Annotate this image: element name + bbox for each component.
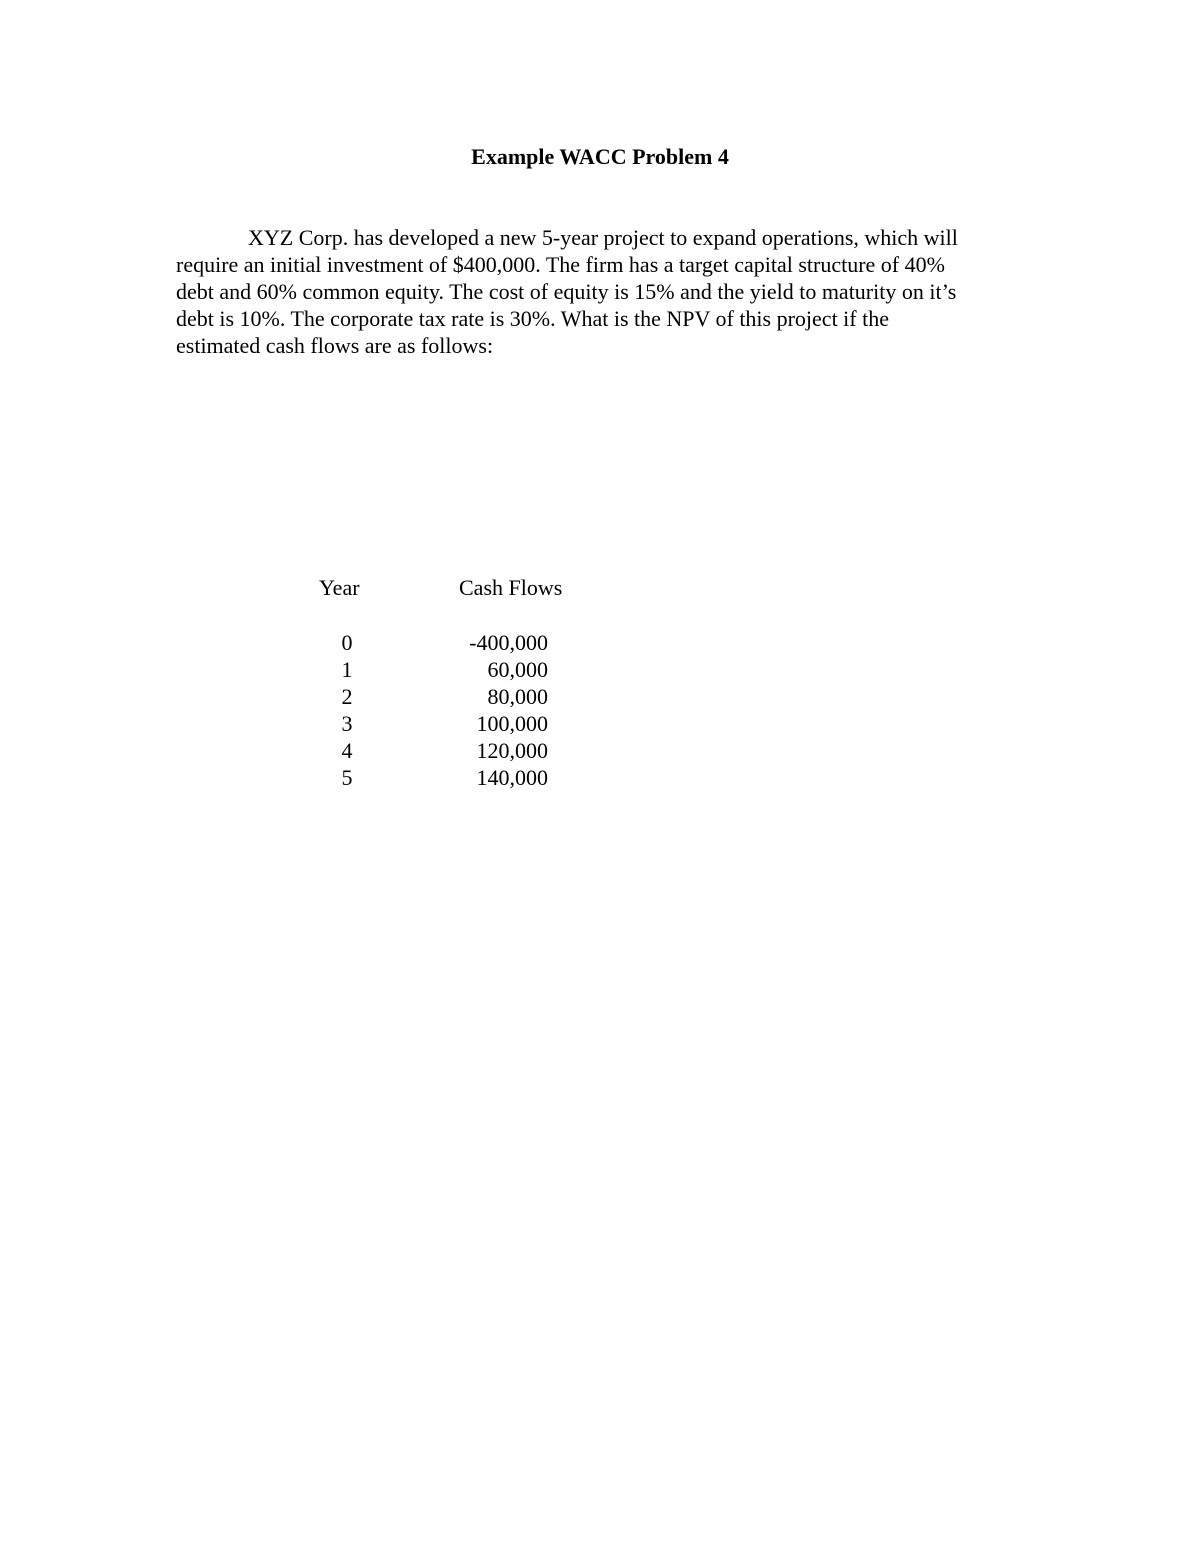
table-row — [300, 737, 620, 764]
cash-flow-cell: 120,000 — [476, 738, 548, 763]
table-row — [300, 683, 620, 710]
cash-flow-cell: 100,000 — [476, 711, 548, 736]
paragraph-line: estimated cash flows are as follows: — [176, 333, 494, 358]
table-row — [300, 764, 620, 791]
table-row — [300, 629, 620, 656]
cash-flow-cell: 140,000 — [476, 765, 548, 790]
paragraph-line: debt is 10%. The corporate tax rate is 30%. What is the NPV of this project if the — [176, 306, 890, 331]
table-row — [300, 656, 620, 683]
cash-flow-cell: 80,000 — [487, 684, 548, 709]
problem-paragraph — [176, 224, 1036, 359]
cash-flow-cell: 60,000 — [487, 657, 548, 682]
paragraph-line: require an initial investment of $400,000. The firm has a target capital structure of 40% — [176, 252, 945, 277]
year-cell: 2 — [341, 684, 353, 709]
year-cell: 5 — [341, 765, 353, 790]
year-column-header: Year — [319, 575, 360, 600]
page-title: Example WACC Problem 4 — [471, 144, 729, 169]
table-body — [300, 629, 620, 791]
year-cell: 1 — [341, 657, 353, 682]
year-cell: 3 — [341, 711, 353, 736]
year-cell: 0 — [341, 630, 353, 655]
paragraph-line: XYZ Corp. has developed a new 5-year project to expand operations, which will — [248, 225, 958, 250]
paragraph-line: debt and 60% common equity. The cost of equity is 15% and the yield to maturity on it’s — [176, 279, 957, 304]
cash-flow-cell: -400,000 — [469, 630, 548, 655]
cash-flows-column-header: Cash Flows — [459, 575, 563, 600]
table-row — [300, 710, 620, 737]
year-cell: 4 — [341, 738, 353, 763]
